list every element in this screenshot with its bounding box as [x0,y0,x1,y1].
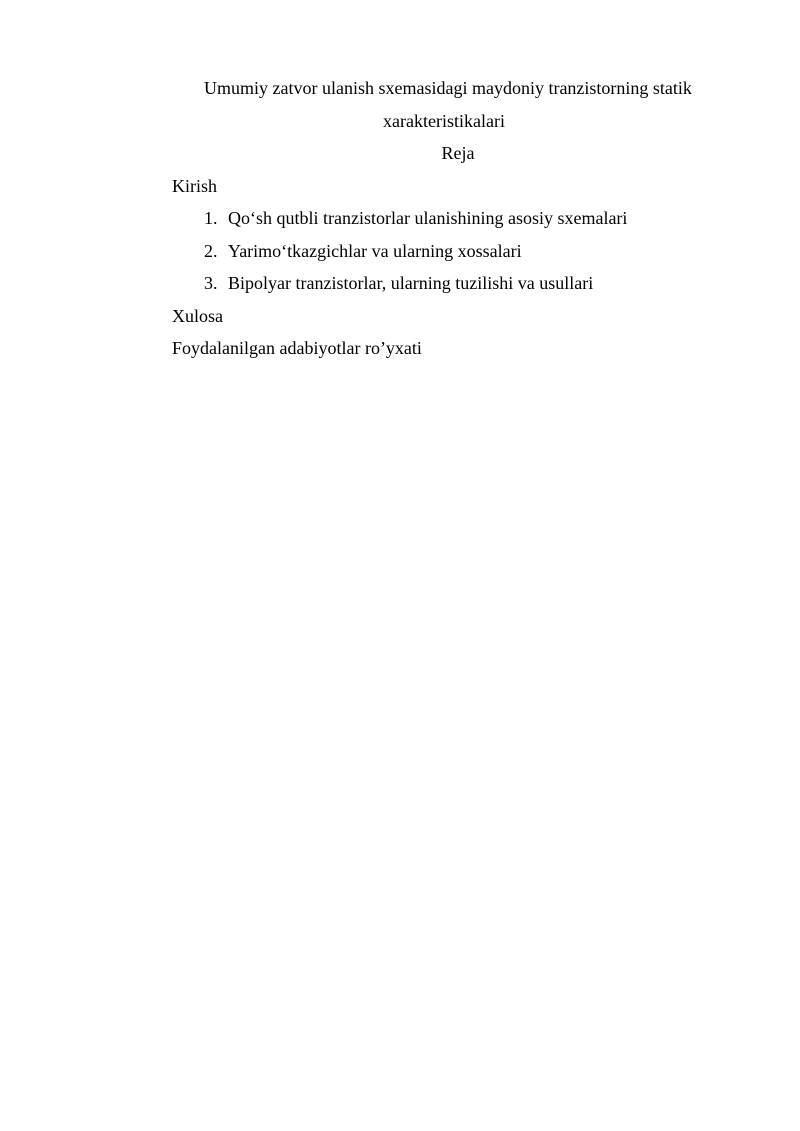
plan-item-1 [172,202,716,235]
plan-heading: Reja [441,143,475,163]
document-title-line-2: xarakteristikalari [383,110,505,131]
document-title-line-1: Umumiy zatvor ulanish sxemasidagi maydoniy tranzistorning statik [204,78,692,98]
plan-item-text: Qo‘sh qutbli tranzistorlar ulanishining asosiy sxemalari [228,208,628,228]
plan-item-number: 1. [204,208,218,228]
intro-entry: Kirish [172,175,217,196]
plan-item-3 [172,267,716,300]
plan-item-text: Bipolyar tranzistorlar, ularning tuzilishi va usullari [228,273,594,293]
plan-list [172,202,716,300]
conclusion-entry: Xulosa [172,305,223,326]
document-content [172,72,716,365]
plan-item-number: 2. [204,240,218,261]
plan-item-text: Yarimo‘tkazgichlar va ularning xossalari [228,240,522,261]
references-entry: Foydalanilgan adabiyotlar ro’yxati [172,338,422,358]
plan-item-2 [172,235,716,268]
plan-item-number: 3. [204,273,218,293]
